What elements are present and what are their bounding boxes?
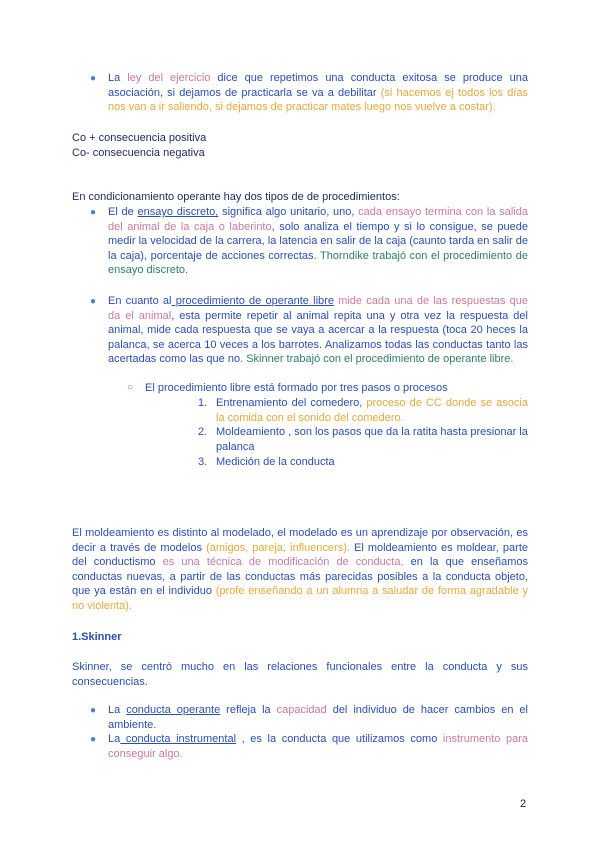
text-run: , es la conducta que utilizamos como [236, 733, 443, 745]
tecnica-highlight: es una técnica de modificación de conducta, [162, 556, 404, 569]
bullet-icon: ● [90, 207, 97, 218]
text-run: en la que enseñamos conductas nuevas, a partir de las conductas más parecidas posibles a la conducta objeto, que ya están en el individuo [72, 556, 528, 598]
term-ensayo-discreto: ensayo discreto, [137, 206, 219, 218]
co-positive-line: Co + consecuencia positiva [72, 132, 207, 144]
cc-note: proceso de CC donde se asocia la comida con el sonido del comedero. [216, 397, 528, 424]
bullet-icon: ● [90, 734, 97, 745]
ley-ejercicio-paragraph [108, 71, 528, 115]
step-moldeamiento: Moldeamiento , son los pasos que da la ratita hasta presionar la palanca [216, 426, 528, 453]
page-number: 2 [520, 798, 527, 810]
conducta-operante-item [108, 703, 528, 732]
step-number: 1. [198, 397, 208, 409]
term-ley-ejercicio: ley del ejercicio [127, 72, 211, 84]
bullet-icon: ● [90, 73, 97, 84]
text-run: significa algo unitario, uno, [218, 206, 359, 218]
text-run: dice que repetimos una conducta exitosa se produce una asociación, si dejamos de practicarla se va a debilitar [108, 72, 528, 99]
procedimiento-libre-subitem: El procedimiento libre está formado por tres pasos o procesos [145, 382, 448, 394]
thorndike-note: Thorndike trabajó con el procedimiento de ensayo discreto. [108, 249, 528, 277]
instrumento-highlight: instrumento para conseguir algo. [108, 733, 529, 760]
text-run: Entrenamiento del comedero, [216, 397, 367, 409]
text-run: El moldeamiento es distinto al modelado, el modelado es un aprendizaje por observación, es decir a través de modelos [72, 527, 528, 554]
text-run: del individuo de hacer cambios en el ambiente. [108, 704, 528, 731]
operante-libre-paragraph [108, 294, 528, 367]
skinner-note: Skinner trabajó con el procedimiento de operante libre. [246, 353, 514, 366]
term-operante-libre: procedimiento de operante libre [171, 295, 334, 307]
highlight-salida: cada ensayo termina con la salida del animal de la caja o laberinto [108, 206, 528, 233]
example-note: (si hacemos ej todos los días nos van a ir saliendo, si dejamos de practicar mates luego nos vuelve a costar). [108, 86, 528, 114]
circle-bullet-icon: ○ [127, 382, 134, 393]
term-conducta-operante: conducta operante [126, 704, 221, 716]
profe-example: (profe enseñando a un alumna a saludar de forma agradable y no violenta). [72, 585, 528, 612]
moldeamiento-paragraph [72, 526, 528, 614]
step-medicion: Medición de la conducta [216, 456, 335, 468]
text-run: La [108, 72, 128, 84]
ensayo-discreto-paragraph [108, 205, 528, 278]
text-run: El moldeamiento es moldear, parte del conductismo [72, 541, 528, 569]
bullet-icon: ● [90, 296, 97, 307]
bullet-icon: ● [90, 705, 97, 716]
text-run: refleja la [220, 704, 277, 716]
step-entrenamiento [216, 396, 528, 425]
skinner-paragraph: Skinner, se centró mucho en las relaciones funcionales entre la conducta y sus consecuencias. [72, 661, 528, 688]
text-run: La [108, 733, 121, 745]
co-negative-line: Co- consecuencia negativa [72, 147, 205, 159]
modelos-note: (amigos, pareja, influencers). [206, 541, 350, 554]
text-run: , solo analiza el tiempo y si lo consigue, se puede medir la velocidad de la carrera, la latencia en salir de la caja (caunto tarda en salir de la caja), porcentaje de acciones correctas. [108, 220, 528, 262]
conducta-instrumental-item [108, 732, 528, 761]
text-run: , esta permite repetir al animal repita una y otra vez la respuesta del animal, mide cada respuesta que se vaya a acercar a la respuesta (toca 20 heces la palanca, se acerca 10 veces a los barrotes. Analizamos todas las conductas tanto las acertadas como las que no. [108, 309, 528, 366]
highlight-respuestas: mide cada una de las respuestas que da el animal [108, 295, 529, 322]
step-number: 2. [198, 426, 208, 438]
term-conducta-instrumental: conducta instrumental [120, 733, 237, 745]
text-run: En cuanto al [108, 295, 172, 307]
section-heading: 1.Skinner [72, 631, 122, 643]
text-run: El de [108, 206, 138, 218]
operante-intro: En condicionamiento operante hay dos tipos de de procedimientos: [72, 191, 400, 203]
step-number: 3. [198, 456, 208, 468]
capacidad-highlight: capacidad [276, 704, 327, 716]
text-run: La [108, 704, 127, 716]
